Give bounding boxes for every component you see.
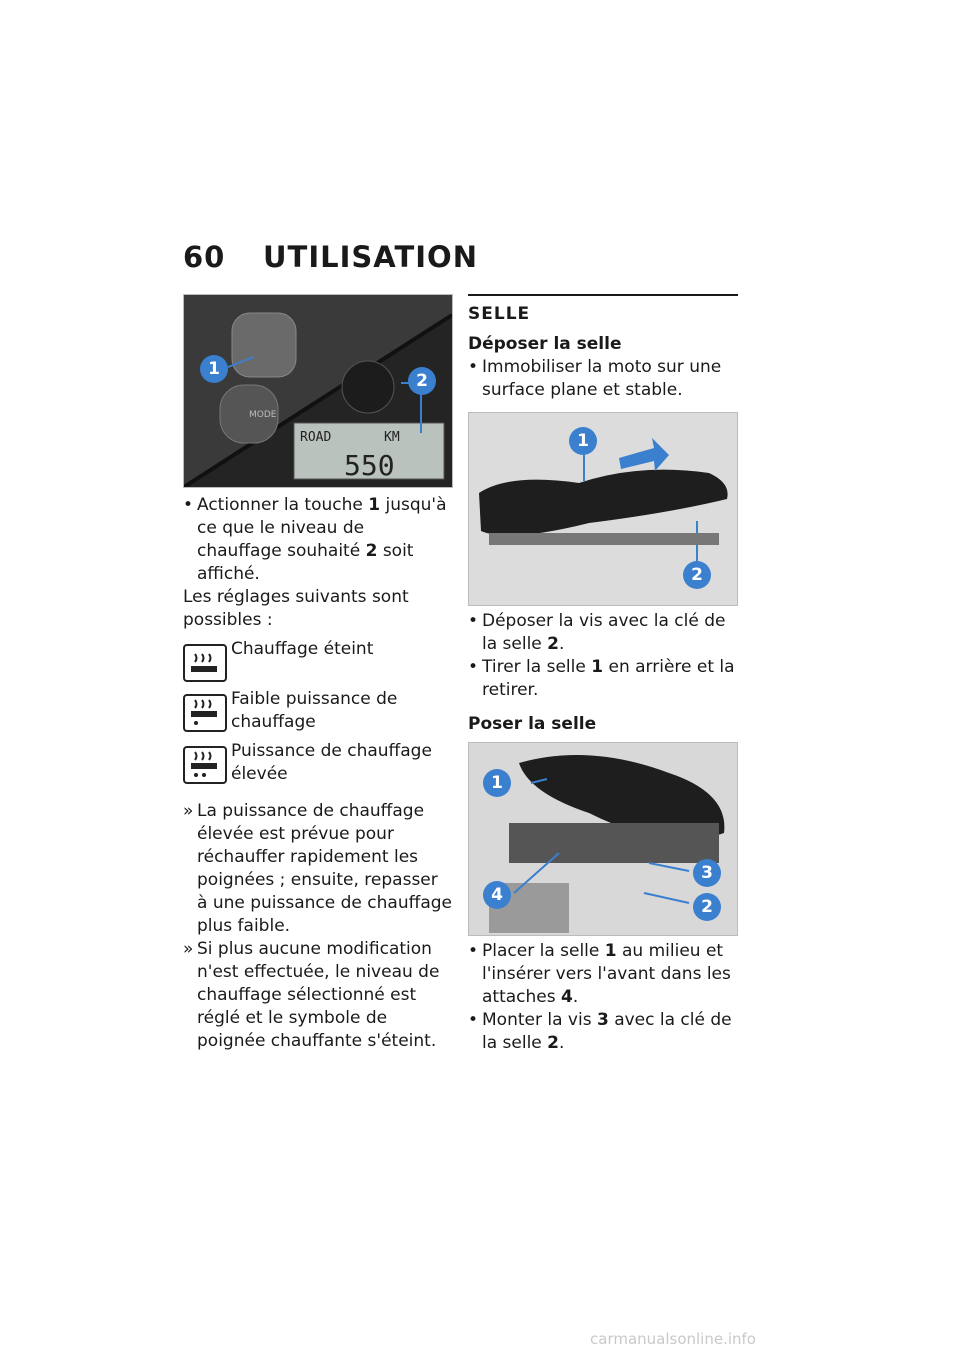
callout-2: 2 xyxy=(683,561,711,589)
callout-1: 1 xyxy=(200,355,228,383)
step-place-seat: • Placer la selle 1 au milieu et l'insérer vers l'avant dans les attaches 4. xyxy=(468,940,738,1009)
step-immobilize: • Immobiliser la moto sur une surface plane et stable. xyxy=(468,356,738,402)
seat-remove-figure xyxy=(468,412,738,606)
callout-2: 2 xyxy=(693,893,721,921)
settings-intro: Les réglages suivants sont possibles : xyxy=(183,587,409,630)
page-title: UTILISATION xyxy=(263,240,478,274)
callout-3: 3 xyxy=(693,859,721,887)
heating-high-icon xyxy=(183,746,227,784)
display-road-label: ROAD xyxy=(300,430,332,445)
display-km-label: KM xyxy=(384,430,400,445)
setting-label: Puissance de chauffage élevée xyxy=(231,741,432,784)
callout-4: 4 xyxy=(483,881,511,909)
display-value: 550 xyxy=(344,449,395,482)
remove-seat-title: Déposer la selle xyxy=(468,334,622,354)
mode-label: MODE xyxy=(249,410,277,420)
result-no-change: » Si plus aucune modification n'est effectuée, le niveau de chauffage sélectionné est réglé et le symbole de poignée chauffante s'éteint. xyxy=(183,938,453,1053)
setting-heating-high xyxy=(183,740,453,786)
heated-grip-figure xyxy=(183,294,453,488)
step-mount-screw: • Monter la vis 3 avec la clé de la selle 2. xyxy=(468,1009,738,1055)
heating-low-icon xyxy=(183,694,227,732)
watermark: carmanualsonline.info xyxy=(590,1330,756,1348)
setting-heating-off xyxy=(183,638,453,682)
seat-install-figure xyxy=(468,742,738,936)
page-number: 60 xyxy=(183,240,226,274)
callout-2: 2 xyxy=(408,367,436,395)
heating-off-icon xyxy=(183,644,227,682)
step-pull-seat: • Tirer la selle 1 en arrière et la retirer. xyxy=(468,656,738,702)
setting-heating-low xyxy=(183,688,453,734)
right-column xyxy=(468,294,738,1055)
install-seat-title: Poser la selle xyxy=(468,714,597,734)
callout-1: 1 xyxy=(569,427,597,455)
callout-1: 1 xyxy=(483,769,511,797)
step-remove-screw: • Déposer la vis avec la clé de la selle 2. xyxy=(468,610,738,656)
result-high-power: » La puissance de chauffage élevée est prévue pour réchauffer rapidement les poignées ; ensuite, repasser à une puissance de chauffage plus faible. xyxy=(183,800,453,938)
section-divider xyxy=(468,294,738,296)
left-column xyxy=(183,294,453,1053)
section-title: SELLE xyxy=(468,304,531,324)
setting-label: Faible puissance de chauffage xyxy=(231,689,398,732)
step-press-button: • Actionner la touche 1 jusqu'à ce que le niveau de chauffage souhaité 2 soit affiché. xyxy=(183,494,453,586)
setting-label: Chauffage éteint xyxy=(231,639,374,659)
page-header xyxy=(183,240,478,274)
